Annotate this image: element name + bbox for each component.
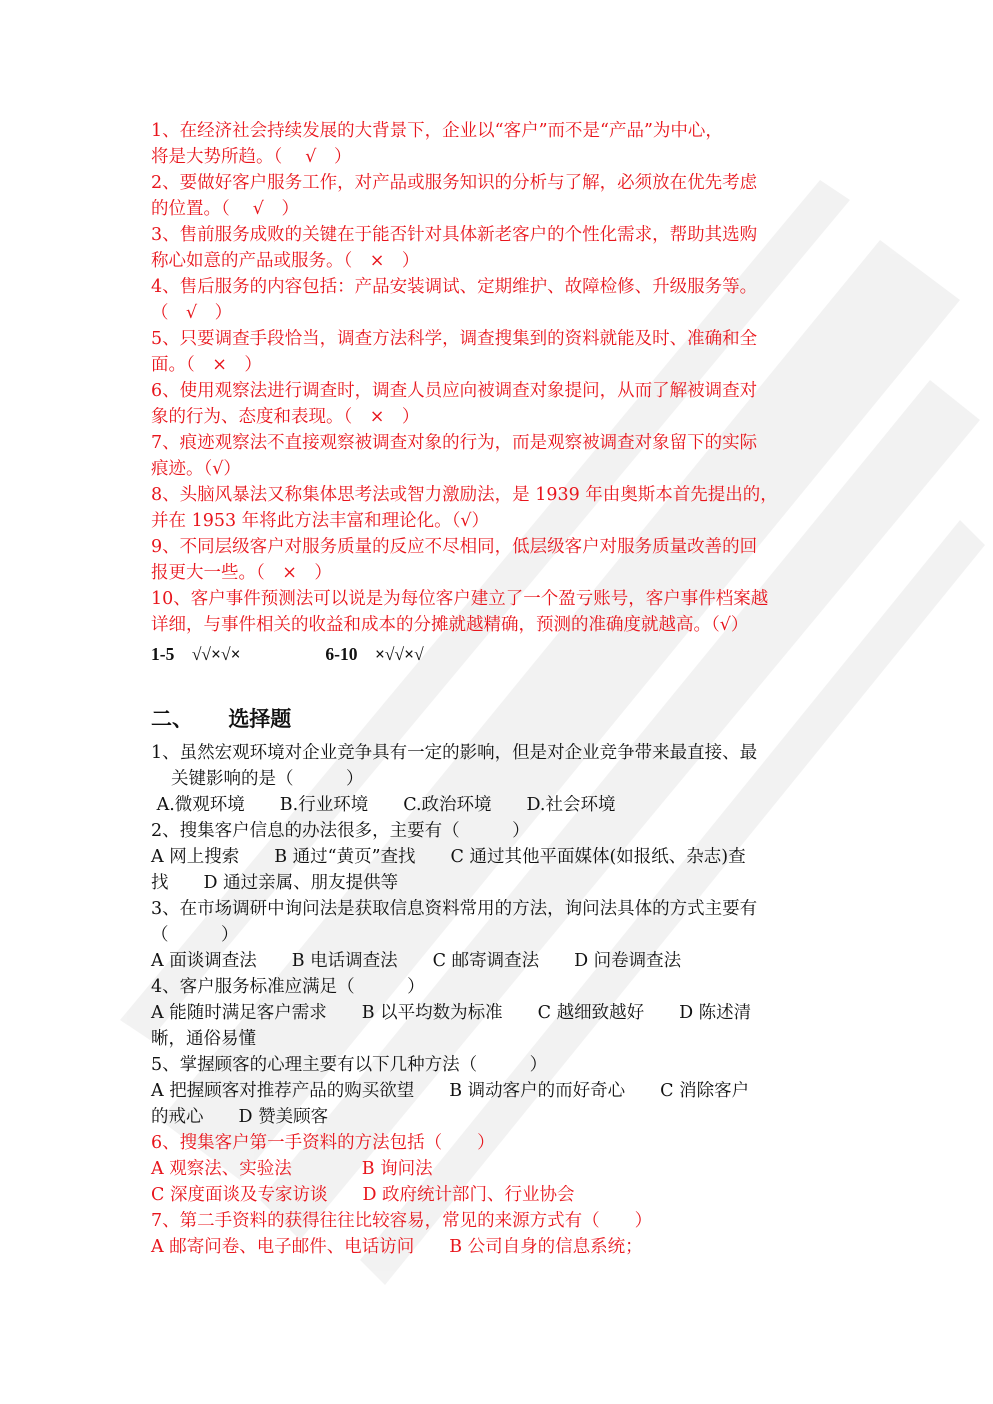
choice-question <box>151 896 846 974</box>
true-false-question-line: 6、使用观察法进行调查时，调查人员应向被调查对象提问，从而了解被调查对 <box>151 381 758 401</box>
true-false-answer-line: 详细，与事件相关的收益和成本的分摊就越精确，预测的准确度就越高。（√） <box>151 615 749 635</box>
true-false-item <box>151 430 846 482</box>
true-false-item <box>151 378 846 430</box>
true-false-item <box>151 534 846 586</box>
true-false-answer-line: 并在 1953 年将此方法丰富和理论化。（√） <box>151 511 490 531</box>
true-false-question-line: 7、痕迹观察法不直接观察被调查对象的行为，而是观察被调查对象留下的实际 <box>151 433 758 453</box>
section-number: 二、 <box>151 707 193 731</box>
answer-options-line: A 邮寄问卷、电子邮件、电话访问 B 公司自身的信息系统； <box>151 1237 643 1257</box>
question-stem-line: 6、搜集客户第一手资料的方法包括（ ） <box>151 1133 495 1153</box>
choice-question <box>151 974 846 1052</box>
question-stem-line: 1、虽然宏观环境对企业竞争具有一定的影响，但是对企业竞争带来最直接、最 <box>151 743 758 763</box>
true-false-item <box>151 482 846 534</box>
answer-summary-part2: 6-10 ×√√×√ <box>325 644 424 664</box>
true-false-answer-line: 象的行为、态度和表现。（ × ） <box>151 407 420 427</box>
answer-options-line: A 观察法、实验法 B 询问法 <box>151 1159 433 1179</box>
question-stem-line: 4、客户服务标准应满足（ ） <box>151 977 425 997</box>
true-false-question-line: 5、只要调查手段恰当，调查方法科学，调查搜集到的资料就能及时、准确和全 <box>151 329 758 349</box>
true-false-question-line: 1、在经济社会持续发展的大背景下，企业以“客户”而不是“产品”为中心， <box>151 121 723 141</box>
true-false-question-line: 3、售前服务成败的关键在于能否针对具体新老客户的个性化需求，帮助其选购 <box>151 225 758 245</box>
true-false-question-line: 2、要做好客户服务工作，对产品或服务知识的分析与了解，必须放在优先考虑 <box>151 173 758 193</box>
true-false-item <box>151 326 846 378</box>
true-false-answer-line: 报更大一些。（ × ） <box>151 563 332 583</box>
answer-options-line: A 网上搜索 B 通过“黄页”查找 C 通过其他平面媒体(如报纸、杂志)查 <box>151 847 746 867</box>
answer-options-line: 晰，通俗易懂 <box>151 1029 256 1049</box>
answer-options-line: A 把握顾客对推荐产品的购买欲望 B 调动客户的而好奇心 C 消除客户 <box>151 1081 750 1101</box>
true-false-question-line: 10、客户事件预测法可以说是为每位客户建立了一个盈亏账号，客户事件档案越 <box>151 589 769 609</box>
true-false-answer-line: 痕迹。（√） <box>151 459 241 479</box>
answer-summary-part1: 1-5 √√×√× <box>151 644 241 664</box>
true-false-item <box>151 222 846 274</box>
question-stem-line: 关键影响的是（ ） <box>171 769 364 789</box>
choice-question <box>151 1208 846 1260</box>
answer-options-line: A 能随时满足客户需求 B 以平均数为标准 C 越细致越好 D 陈述清 <box>151 1003 752 1023</box>
true-false-answer-line: 面。（ × ） <box>151 355 262 375</box>
answer-options-line: C 深度面谈及专家访谈 D 政府统计部门、行业协会 <box>151 1185 575 1205</box>
question-stem-line: （ ） <box>151 925 239 945</box>
true-false-answer-line: 称心如意的产品或服务。（ × ） <box>151 251 420 271</box>
true-false-answer-line: （ √ ） <box>151 303 233 323</box>
true-false-question-line: 4、售后服务的内容包括：产品安装调试、定期维护、故障检修、升级服务等。 <box>151 277 758 297</box>
answer-summary <box>151 640 846 668</box>
multiple-choice-list <box>151 740 846 1260</box>
true-false-item <box>151 586 846 638</box>
choice-question <box>151 1052 846 1130</box>
true-false-answer-line: 将是大势所趋。（ √ ） <box>151 147 352 167</box>
answer-options-line: A 面谈调查法 B 电话调查法 C 邮寄调查法 D 问卷调查法 <box>151 951 682 971</box>
true-false-list <box>151 118 846 638</box>
section-title: 选择题 <box>228 707 292 731</box>
true-false-question-line: 8、头脑风暴法又称集体思考法或智力激励法，是 1939 年由奥斯本首先提出的， <box>151 485 778 505</box>
choice-question <box>151 740 846 818</box>
true-false-item <box>151 118 846 170</box>
question-stem-line: 3、在市场调研中询问法是获取信息资料常用的方法，询问法具体的方式主要有 <box>151 899 758 919</box>
true-false-item <box>151 274 846 326</box>
true-false-answer-line: 的位置。（ √ ） <box>151 199 299 219</box>
question-stem-line: 5、掌握顾客的心理主要有以下几种方法（ ） <box>151 1055 548 1075</box>
true-false-item <box>151 170 846 222</box>
choice-question <box>151 818 846 896</box>
question-stem-line: 2、搜集客户信息的办法很多，主要有（ ） <box>151 821 530 841</box>
section-heading <box>151 704 846 734</box>
true-false-question-line: 9、不同层级客户对服务质量的反应不尽相同，低层级客户对服务质量改善的回 <box>151 537 758 557</box>
question-stem-line: 7、第二手资料的获得往往比较容易，常见的来源方式有（ ） <box>151 1211 653 1231</box>
choice-question <box>151 1130 846 1208</box>
document-content <box>151 118 846 1260</box>
answer-options-line: 的戒心 D 赞美顾客 <box>151 1107 329 1127</box>
answer-options-line: A.微观环境 B.行业环境 C.政治环境 D.社会环境 <box>151 795 616 815</box>
answer-options-line: 找 D 通过亲属、朋友提供等 <box>151 873 399 893</box>
